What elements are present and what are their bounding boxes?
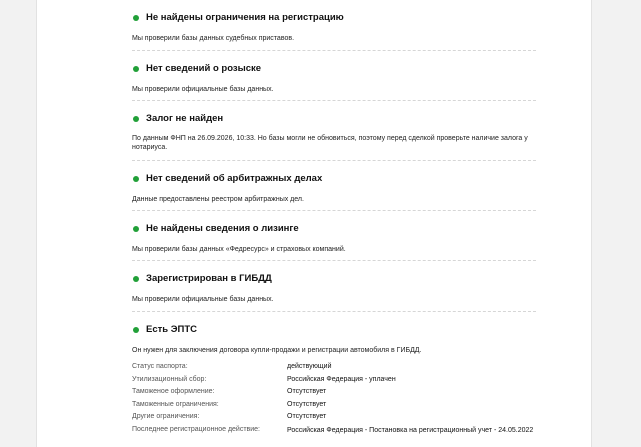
detail-row-other-restrictions bbox=[132, 411, 536, 424]
check-arbitration bbox=[132, 161, 536, 211]
detail-label: Утилизационный сбор: bbox=[132, 375, 207, 383]
status-ok-dot-icon bbox=[133, 226, 139, 232]
detail-row-passport-status bbox=[132, 361, 536, 374]
check-registration-restrictions bbox=[132, 0, 536, 51]
check-epts bbox=[132, 312, 536, 437]
detail-row-customs-clearance bbox=[132, 386, 536, 399]
detail-value: Отсутствует bbox=[287, 413, 327, 421]
check-description: По данным ФНП на 26.09.2026, 10:33. Но базы могли не обновиться, поэтому перед сделкой проверьте наличие залога у нотариуса. bbox=[132, 135, 528, 151]
check-leasing bbox=[132, 211, 536, 261]
status-ok-dot-icon bbox=[133, 15, 139, 21]
check-title: Есть ЭПТС bbox=[146, 324, 198, 335]
check-description: Он нужен для заключения договора купли-продажи и регистрации автомобиля в ГИБДД. bbox=[132, 347, 422, 354]
detail-label: Последнее регистрационное действие: bbox=[132, 425, 261, 433]
status-ok-dot-icon bbox=[133, 116, 139, 122]
status-ok-dot-icon bbox=[133, 327, 139, 333]
check-title: Не найдены ограничения на регистрацию bbox=[146, 12, 344, 23]
epts-details-table bbox=[132, 361, 536, 437]
check-wanted bbox=[132, 51, 536, 101]
status-ok-dot-icon bbox=[133, 276, 139, 282]
check-description: Мы проверили базы данных судебных приставов. bbox=[132, 35, 295, 42]
check-description: Мы проверили официальные базы данных. bbox=[132, 86, 274, 93]
detail-value: действующий bbox=[287, 363, 332, 370]
detail-label: Другие ограничения: bbox=[132, 413, 200, 421]
status-ok-dot-icon bbox=[133, 66, 139, 72]
detail-value: Российская Федерация - уплачен bbox=[287, 375, 396, 383]
detail-label: Статус паспорта: bbox=[132, 363, 188, 370]
detail-row-last-registration-action bbox=[132, 424, 536, 437]
check-title: Нет сведений о розыске bbox=[146, 63, 262, 74]
check-description: Мы проверили базы данных «Федресурс» и страховых компаний. bbox=[132, 246, 346, 253]
detail-row-recycling-fee bbox=[132, 374, 536, 387]
check-title: Не найдены сведения о лизинге bbox=[146, 223, 299, 234]
check-description: Данные предоставлены реестром арбитражных дел. bbox=[132, 196, 304, 203]
status-ok-dot-icon bbox=[133, 176, 139, 182]
check-title: Залог не найден bbox=[146, 113, 224, 124]
detail-label: Таможеное оформление: bbox=[132, 388, 215, 396]
check-pledge bbox=[132, 101, 536, 161]
check-gibdd-registration bbox=[132, 261, 536, 312]
checks-list bbox=[132, 0, 536, 437]
check-title: Зарегистрирован в ГИБДД bbox=[146, 273, 272, 284]
check-title: Нет сведений об арбитражных делах bbox=[146, 173, 323, 184]
detail-row-customs-restrictions bbox=[132, 399, 536, 412]
detail-value: Отсутствует bbox=[287, 400, 327, 408]
detail-label: Таможенные ограничения: bbox=[132, 400, 219, 408]
report-card bbox=[36, 0, 592, 447]
detail-value: Российская Федерация - Постановка на регистрационный учет - 24.05.2022 bbox=[287, 426, 534, 434]
check-description: Мы проверили официальные базы данных. bbox=[132, 296, 274, 303]
detail-value: Отсутствует bbox=[287, 388, 327, 396]
